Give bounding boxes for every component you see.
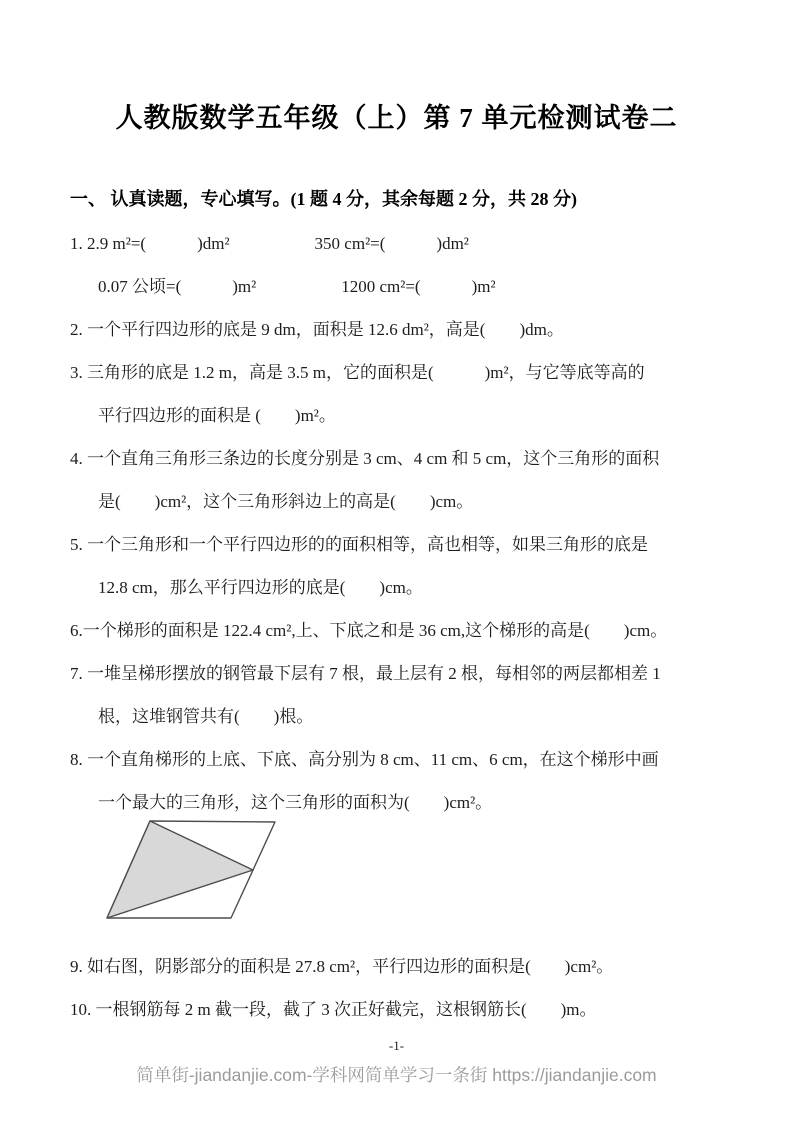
question-7-line-2: 根，这堆钢管共有( )根。 [98, 707, 314, 726]
question-8-line-1: 8. 一个直角梯形的上底、下底、高分别为 8 cm、11 cm、6 cm，在这个梯形中画 [70, 750, 659, 769]
question-10-line-1: 10. 一根钢筋每 2 m 截一段，截了 3 次正好截完，这根钢筋长( )m。 [70, 1000, 597, 1019]
shaded-triangle [107, 821, 253, 918]
page-title: 人教版数学五年级（上）第 7 单元检测试卷二 [115, 103, 678, 133]
question-8-line-2: 一个最大的三角形，这个三角形的面积为( )cm²。 [98, 793, 493, 812]
question-2-line-1: 2. 一个平行四边形的底是 9 dm，面积是 12.6 dm²，高是( )dm。 [70, 320, 564, 339]
section-heading: 一、 认真读题，专心填写。(1 题 4 分，其余每题 2 分，共 28 分) [70, 189, 577, 209]
question-5-line-2: 12.8 cm，那么平行四边形的底是( )cm。 [98, 578, 423, 597]
question-1-line-2: 0.07 公顷=( )m² 1200 cm²=( )m² [98, 277, 496, 296]
questions-list [70, 222, 793, 1031]
page-number: -1- [388, 1038, 405, 1053]
question-3-line-1: 3. 三角形的底是 1.2 m，高是 3.5 m，它的面积是( )m²，与它等底等高的 [70, 363, 645, 382]
question-9-line-1: 9. 如右图，阴影部分的面积是 27.8 cm²，平行四边形的面积是( )cm²。 [70, 957, 614, 976]
figure-row [70, 824, 793, 945]
footer-watermark: 简单街-jiandanjie.com-学科网简单学习一条街 https://jiandanjie.com [136, 1065, 657, 1085]
question-7-line-1: 7. 一堆呈梯形摆放的钢管最下层有 7 根，最上层有 2 根，每相邻的两层都相差 1 [70, 664, 661, 683]
question-4-line-2: 是( )cm²，这个三角形斜边上的高是( )cm。 [98, 492, 474, 511]
question-6-line-1: 6.一个梯形的面积是 122.4 cm²,上、下底之和是 36 cm,这个梯形的高是( )cm。 [70, 621, 668, 640]
question-5-line-1: 5. 一个三角形和一个平行四边形的的面积相等，高也相等，如果三角形的底是 [70, 535, 648, 554]
parallelogram-figure [104, 818, 286, 924]
question-4-line-1: 4. 一个直角三角形三条边的长度分别是 3 cm、4 cm 和 5 cm，这个三角形的面积 [70, 449, 660, 468]
question-1-line-1: 1. 2.9 m²=( )dm² 350 cm²=( )dm² [70, 234, 469, 253]
question-3-line-2: 平行四边形的面积是 ( )m²。 [98, 406, 336, 425]
